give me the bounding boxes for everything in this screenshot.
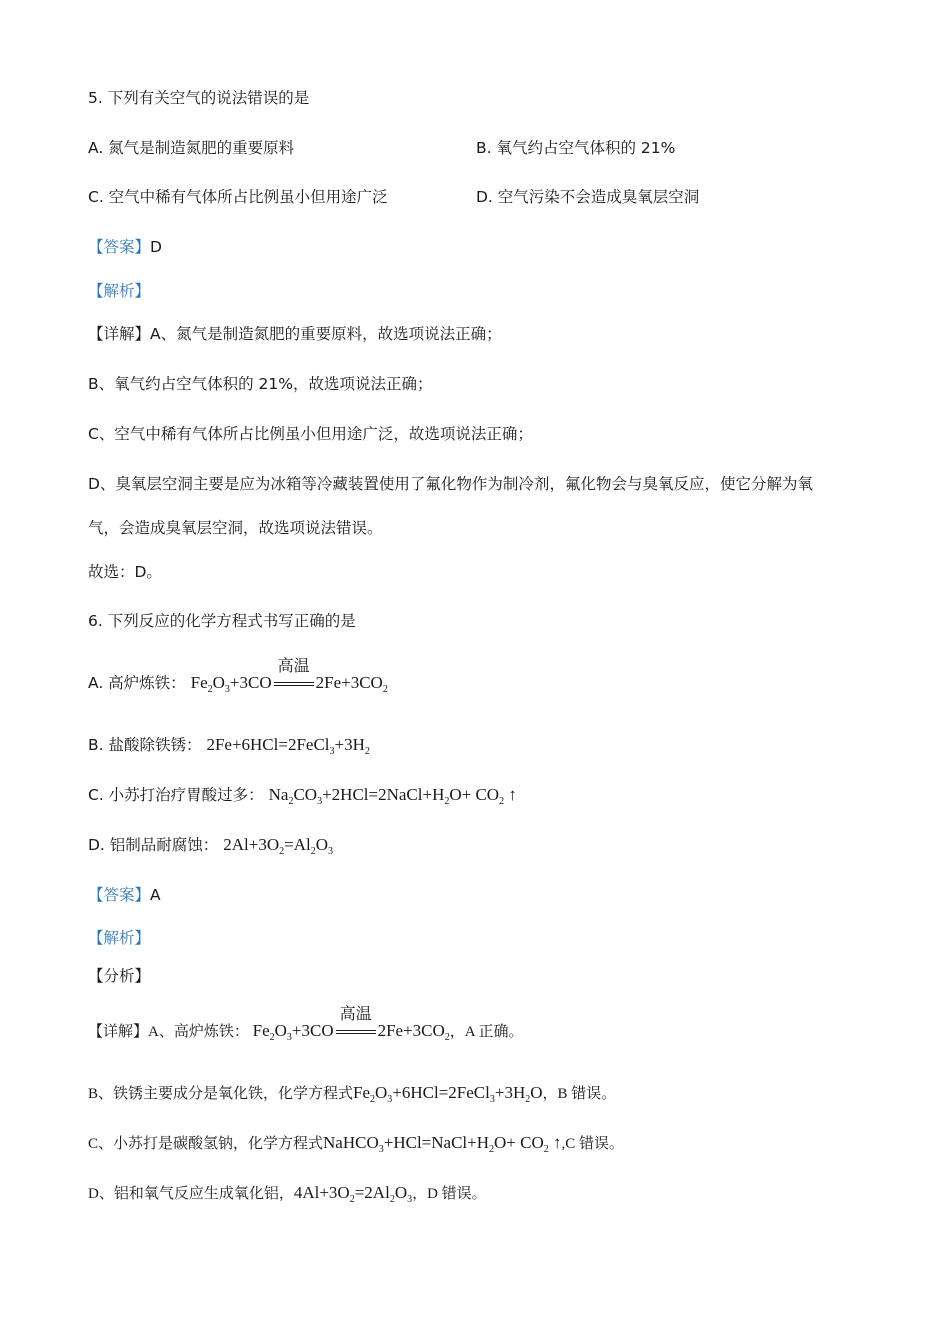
q5-detail-a [88,323,502,345]
q6-option-b [88,734,370,756]
q6-option-c-label: C. 小苏打治疗胃酸过多： [88,786,264,804]
q6-option-b-label: B. 盐酸除铁锈： [88,736,202,754]
q6-option-d [88,834,333,856]
q6-answer: A [150,886,161,904]
answer-label: 【答案】 [88,238,151,256]
reaction-condition: 高温 [336,1026,376,1036]
q6-detail-c-suffix: ,C 错误。 [561,1136,624,1152]
equation-d: $2Al+3O_2=Al_2O_3$ [223,835,333,857]
q6-detail-d-suffix: ，D 错误。 [412,1186,487,1202]
q6-stem: 6. 下列反应的化学方程式书写正确的是 [88,612,356,630]
gas-arrow-icon: ↑ [552,1133,562,1152]
q6-detail-a-prefix: A、高炉炼铁： [148,1024,249,1040]
q5-answer: D [150,238,162,256]
q5-answer-line [88,236,162,258]
answer-label: 【答案】 [88,886,151,904]
q5-analysis-label: 【解析】 [88,282,151,300]
q6-detail-d [88,1182,487,1205]
q5-detail-d-line2: 气，会造成臭氧层空洞，故选项说法错误。 [88,519,383,537]
q5-conclusion: 故选：D。 [88,563,162,581]
equation-a: $Fe_2O_3+3CO$ 高温 $2Fe+3CO_2$ [190,658,388,695]
q5-option-a: A. 氮气是制造氮肥的重要原料 [88,139,295,157]
q5-option-d: D. 空气污染不会造成臭氧层空洞 [476,188,700,206]
q6-option-c [88,784,517,806]
gas-arrow-icon: ↑ [508,785,517,804]
q5-detail-a-text: A、氮气是制造氮肥的重要原料，故选项说法正确； [150,325,502,343]
detail-equation-b: $Fe_2O_3+6HCl=2FeCl_3+3H_2O$ [353,1083,543,1105]
q5-stem: 5. 下列有关空气的说法错误的是 [88,89,310,107]
q6-detail-d-prefix: D、铝和氧气反应生成氧化铝， [88,1186,294,1202]
q6-fenxi-label: 【分析】 [88,967,151,985]
q6-answer-line [88,884,161,906]
q6-detail-b-prefix: B、铁锈主要成分是氧化铁，化学方程式 [88,1086,354,1102]
detail-equation-d: $4Al+3O_2=2Al_2O_3$ [293,1183,413,1205]
q6-option-d-label: D. 铝制品耐腐蚀： [88,836,219,854]
equation-b: $2Fe+6HCl=2FeCl_3+3H_2$ [206,735,370,757]
q5-option-b: B. 氧气约占空气体积的 21% [476,139,676,157]
equation-c: $Na_2CO_3+2HCl=2NaCl+H_2O+ CO_2$ ↑ [268,785,517,807]
q5-detail-b: B、氧气约占空气体积的 21%，故选项说法正确； [88,375,433,393]
q6-detail-a [88,1006,524,1043]
q6-analysis-label: 【解析】 [88,929,151,947]
q6-option-a-label: A. 高炉炼铁： [88,674,186,692]
detail-equation-a: $Fe_2O_3+3CO$ 高温 $2Fe+3CO_2$ [252,1006,450,1043]
q5-detail-d-line1: D、臭氧层空洞主要是应为冰箱等冷藏装置使用了氟化物作为制冷剂，氟化物会与臭氧反应，使它分解为氧 [88,475,813,493]
q6-detail-b [88,1082,616,1105]
detail-label: 【详解】 [88,1024,149,1040]
detail-equation-c: $NaHCO_3+HCl=NaCl+H_2O+ CO_2$ ↑ [323,1133,562,1155]
q6-option-a [88,658,388,695]
q5-option-c: C. 空气中稀有气体所占比例虽小但用途广泛 [88,188,388,206]
q6-detail-c-prefix: C、小苏打是碳酸氢钠，化学方程式 [88,1136,324,1152]
reaction-condition: 高温 [274,678,314,688]
q6-detail-a-suffix: ，A 正确。 [449,1024,524,1040]
q6-detail-b-suffix: ，B 错误。 [542,1086,617,1102]
detail-label: 【详解】 [88,325,151,343]
q6-detail-c [88,1132,624,1155]
q5-detail-c: C、空气中稀有气体所占比例虽小但用途广泛，故选项说法正确； [88,425,533,443]
